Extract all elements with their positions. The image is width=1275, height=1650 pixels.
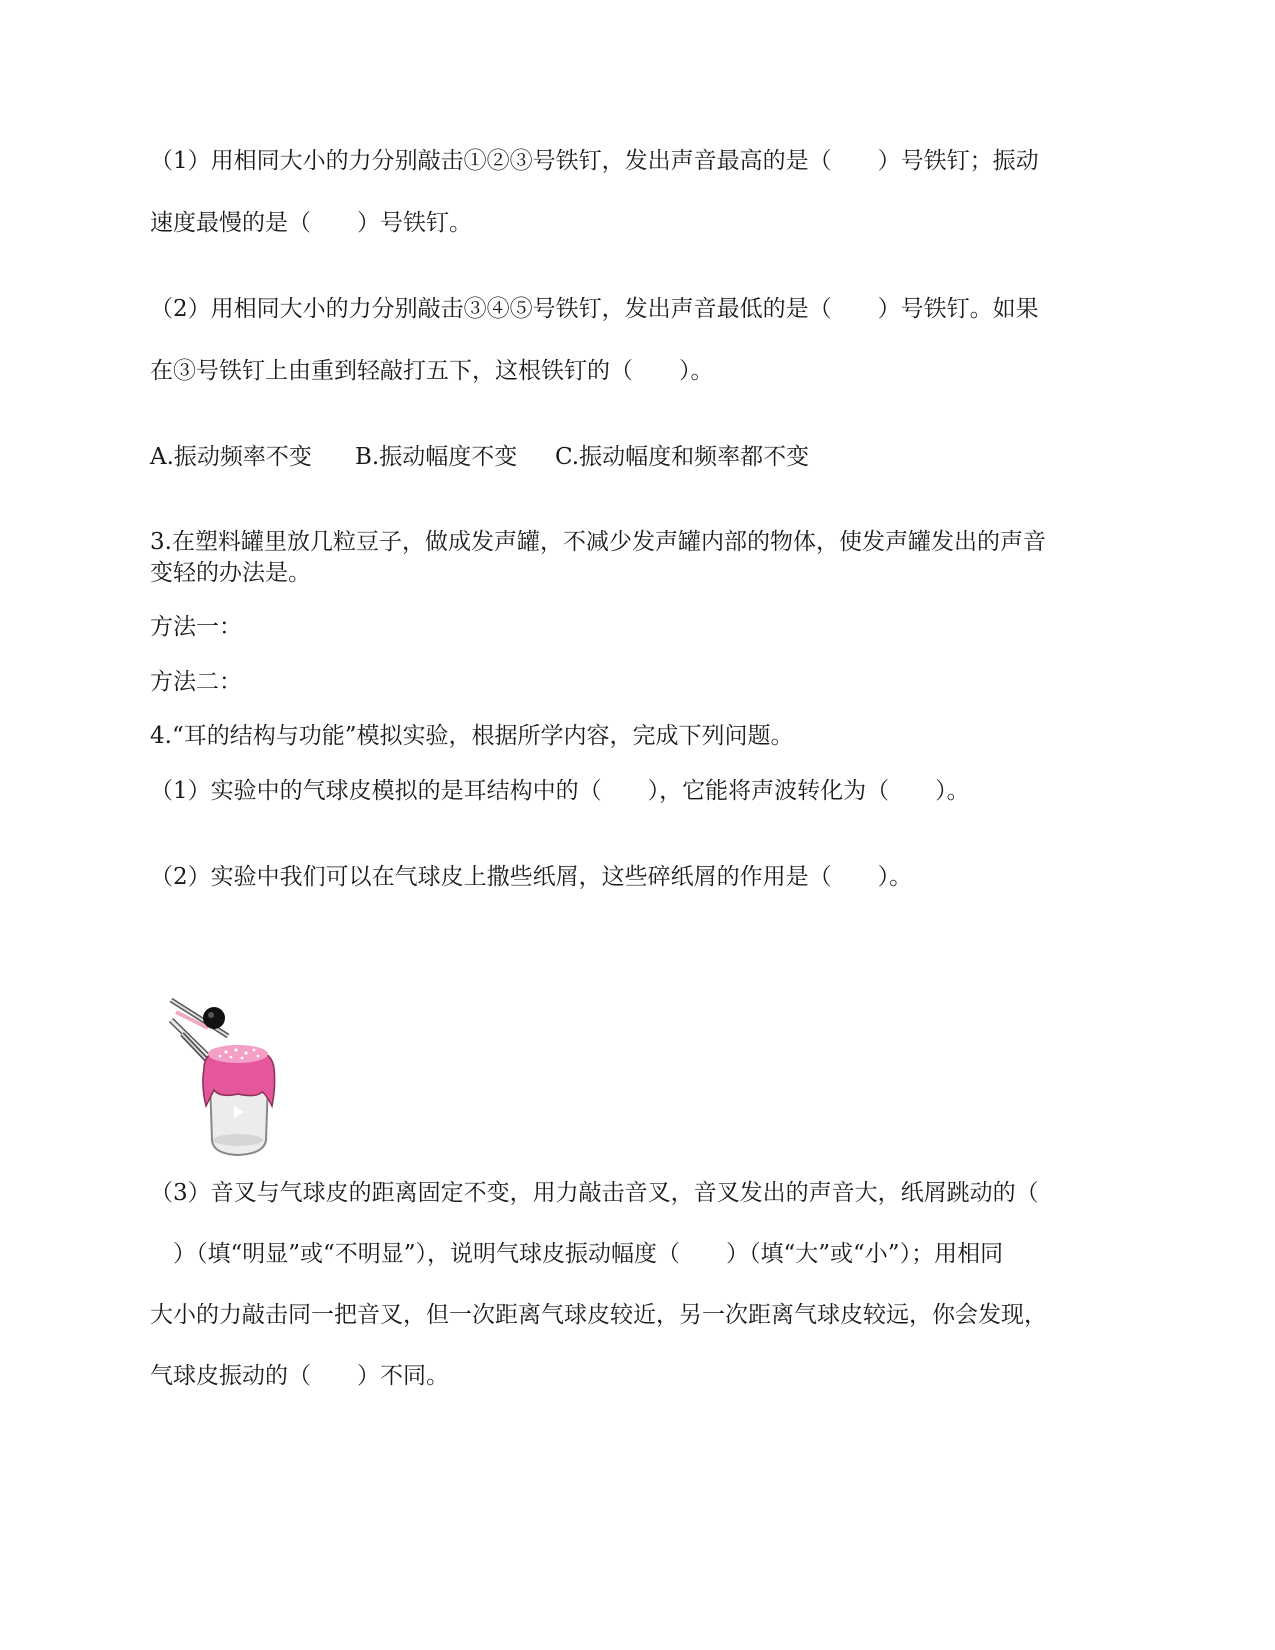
q2-part1-line1: （1）用相同大小的力分别敲击①②③号铁钉，发出声音最高的是（ ）号铁钉；振动 [150, 148, 1039, 174]
q4-title: 4.“耳的结构与功能”模拟实验，根据所学内容，完成下列问题。 [150, 723, 794, 749]
jar-icon [203, 1045, 275, 1155]
tuning-fork-balloon-jar-figure [168, 990, 308, 1170]
q3-method1: 方法一： [150, 614, 242, 640]
q4-part1: （1）实验中的气球皮模拟的是耳结构中的（ ），它能将声波转化为（ ）。 [150, 778, 970, 804]
q4-part2: （2）实验中我们可以在气球皮上撒些纸屑，这些碎纸屑的作用是（ ）。 [150, 864, 913, 890]
q3-line1: 3.在塑料罐里放几粒豆子，做成发声罐，不减少发声罐内部的物体，使发声罐发出的声音 [150, 529, 1046, 555]
tuning-fork-and-balloon-jar-icon [168, 990, 308, 1170]
q2-options [150, 442, 809, 472]
q4-part3-line4: 气球皮振动的（ ）不同。 [150, 1363, 449, 1389]
option-c: C.振动幅度和频率都不变 [555, 444, 810, 470]
q2-part1-line2: 速度最慢的是（ ）号铁钉。 [150, 210, 472, 236]
option-b: B.振动幅度不变 [355, 444, 518, 470]
q2-part2-line1: （2）用相同大小的力分别敲击③④⑤号铁钉，发出声音最低的是（ ）号铁钉。如果 [150, 296, 1039, 322]
q4-part3-line3: 大小的力敲击同一把音叉，但一次距离气球皮较近，另一次距离气球皮较远，你会发现， [150, 1302, 1047, 1328]
q3-method2: 方法二： [150, 669, 242, 695]
q4-part3-line2: ）（填“明显”或“不明显”），说明气球皮振动幅度（ ）（填“大”或“小”）；用相同 [150, 1241, 1004, 1267]
q3-line2: 变轻的办法是。 [150, 560, 311, 586]
q4-part3-line1: （3）音叉与气球皮的距离固定不变，用力敲击音叉，音叉发出的声音大，纸屑跳动的（ [150, 1180, 1039, 1206]
option-a: A.振动频率不变 [150, 444, 312, 470]
q2-part2-line2: 在③号铁钉上由重到轻敲打五下，这根铁钉的（ ）。 [150, 358, 714, 384]
